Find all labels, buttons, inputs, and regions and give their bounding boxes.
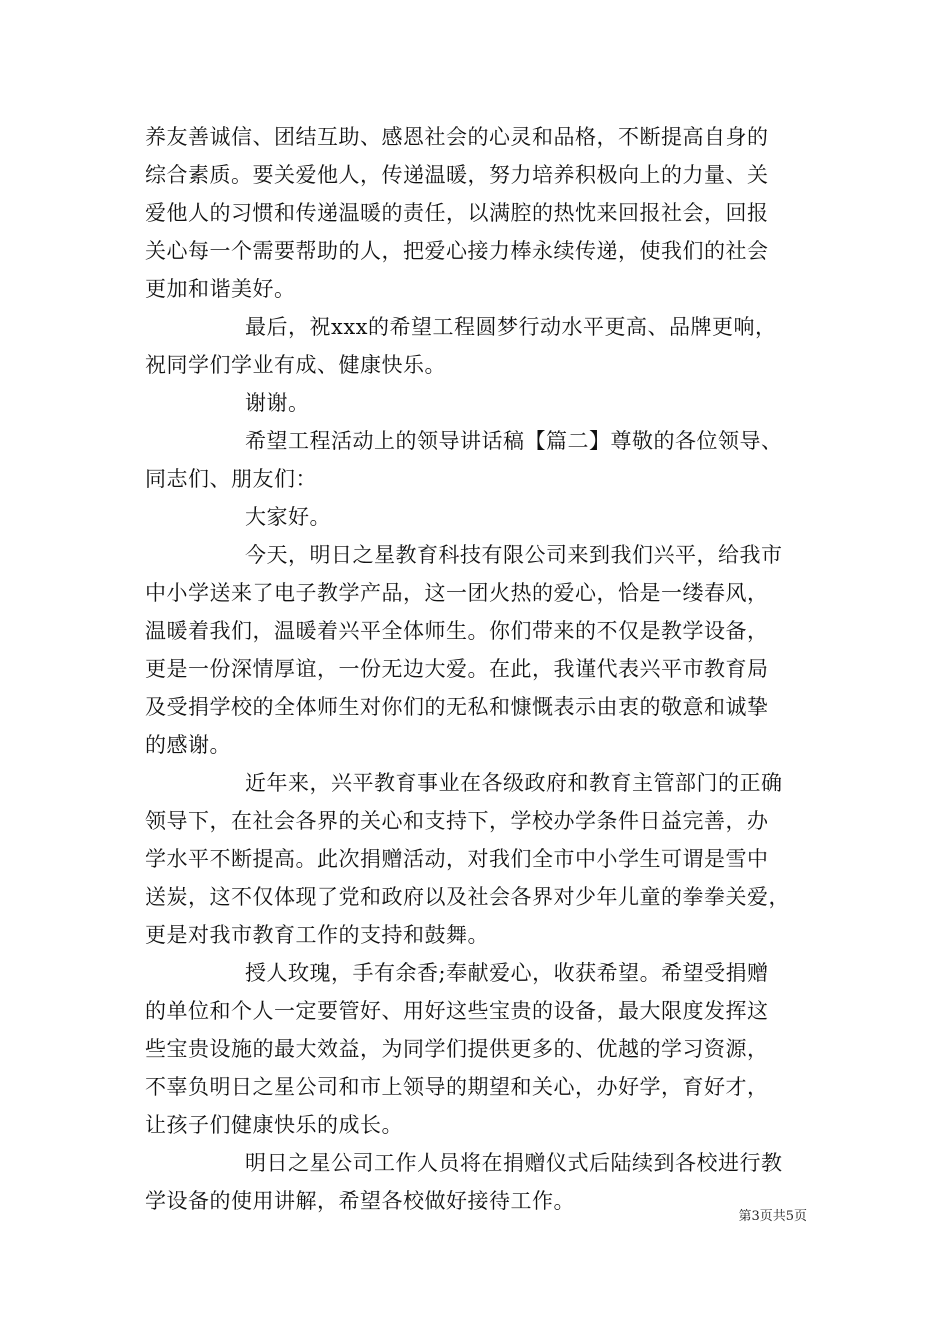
text-line: 学设备的使用讲解，希望各校做好接待工作。 (145, 1189, 575, 1213)
text-line: 更是一份深情厚谊，一份无边大爱。在此，我谨代表兴平市教育局 (145, 657, 769, 681)
text-line: 关心每一个需要帮助的人，把爱心接力棒永续传递，使我们的社会 (145, 239, 769, 263)
text-line: 更是对我市教育工作的支持和鼓舞。 (145, 923, 489, 947)
text-line: 明日之星公司工作人员将在捐赠仪式后陆续到各校进行教 (245, 1151, 783, 1175)
text-line: 最后，祝xxx的希望工程圆梦行动水平更高、品牌更响， (245, 315, 777, 339)
text-line: 送炭，这不仅体现了党和政府以及社会各界对少年儿童的拳拳关爱， (145, 885, 790, 909)
text-line: 祝同学们学业有成、健康快乐。 (145, 353, 446, 377)
text-line: 大家好。 (245, 505, 331, 529)
text-line: 综合素质。要关爱他人，传递温暖，努力培养积极向上的力量、关 (145, 163, 769, 187)
text-line: 爱他人的习惯和传递温暖的责任，以满腔的热忱来回报社会，回报 (145, 201, 769, 225)
text-line: 的感谢。 (145, 733, 231, 757)
text-line: 更加和谐美好。 (145, 277, 296, 301)
text-line: 温暖着我们，温暖着兴平全体师生。你们带来的不仅是教学设备， (145, 619, 769, 643)
text-line: 及受捐学校的全体师生对你们的无私和慷慨表示由衷的敬意和诚挚 (145, 695, 769, 719)
text-line: 同志们、朋友们： (145, 467, 317, 491)
text-line: 学水平不断提高。此次捐赠活动，对我们全市中小学生可谓是雪中 (145, 847, 769, 871)
text-line: 养友善诚信、团结互助、感恩社会的心灵和品格，不断提高自身的 (145, 125, 769, 149)
text-line: 谢谢。 (245, 391, 310, 415)
text-line: 希望工程活动上的领导讲话稿【篇二】尊敬的各位领导、 (245, 429, 783, 453)
text-line: 些宝贵设施的最大效益，为同学们提供更多的、优越的学习资源， (145, 1037, 769, 1061)
text-line: 今天，明日之星教育科技有限公司来到我们兴平，给我市 (245, 543, 783, 567)
text-line: 授人玫瑰，手有余香;奉献爱心，收获希望。希望受捐赠 (245, 961, 769, 985)
text-line: 中小学送来了电子教学产品，这一团火热的爱心，恰是一缕春风， (145, 581, 769, 605)
text-line: 近年来，兴平教育事业在各级政府和教育主管部门的正确 (245, 771, 783, 795)
text-line: 领导下，在社会各界的关心和支持下，学校办学条件日益完善，办 (145, 809, 769, 833)
text-line: 的单位和个人一定要管好、用好这些宝贵的设备，最大限度发挥这 (145, 999, 769, 1023)
body-text (145, 118, 825, 1220)
page-number: 第3页共5页 (738, 1209, 807, 1224)
text-line: 不辜负明日之星公司和市上领导的期望和关心，办好学，育好才， (145, 1075, 769, 1099)
text-line: 让孩子们健康快乐的成长。 (145, 1113, 403, 1137)
